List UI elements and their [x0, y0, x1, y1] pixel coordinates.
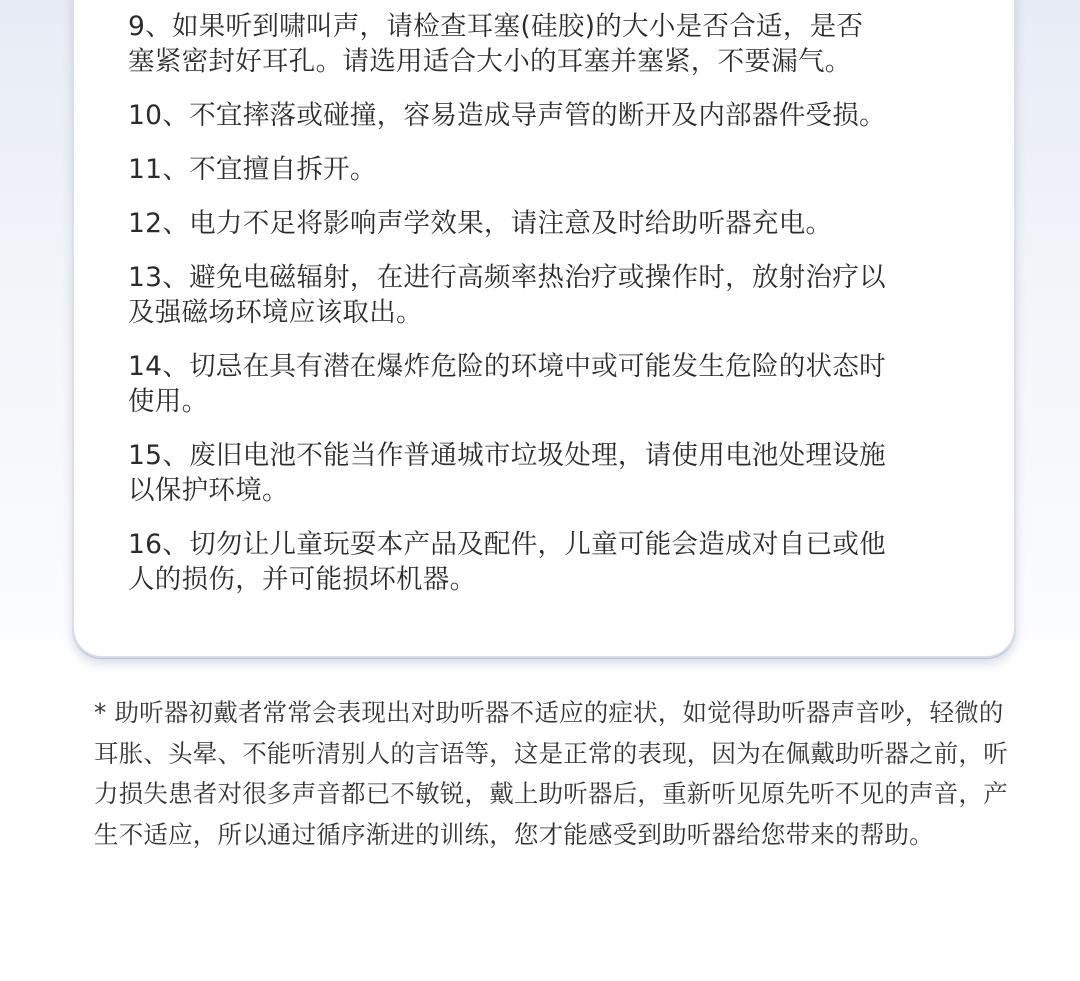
precaution-item-9: 9、如果听到啸叫声，请检查耳塞(硅胶)的大小是否合适，是否 塞紧密封好耳孔。请选用适合大小的耳塞并塞紧，不要漏气。 [128, 11, 864, 77]
precaution-item-13: 13、避免电磁辐射，在进行高频率热治疗或操作时，放射治疗以 及强磁场环境应该取出。 [128, 262, 886, 328]
precaution-item-11: 11、不宜擅自拆开。 [128, 154, 377, 185]
precautions-list [128, 9, 988, 616]
precaution-item-10: 10、不宜摔落或碰撞，容易造成导声管的断开及内部器件受损。 [128, 100, 886, 131]
adaptation-note: * 助听器初戴者常常会表现出对助听器不适应的症状，如觉得助听器声音吵，轻微的耳胀、头晕、不能听清别人的言语等，这是正常的表现，因为在佩戴助听器之前，听力损失患者对很多声音都已不敏锐，戴上助听器后，重新听见原先听不见的声音，产生不适应，所以通过循序渐进的训练，您才能感受到助听器给您带来的帮助。 [94, 698, 1008, 849]
precaution-item-16: 16、切勿让儿童玩耍本产品及配件，儿童可能会造成对自已或他 人的损伤，并可能损坏机器。 [128, 529, 886, 595]
precaution-item-14: 14、切忌在具有潜在爆炸危险的环境中或可能发生危险的状态时 使用。 [128, 351, 886, 417]
precaution-item-12: 12、电力不足将影响声学效果，请注意及时给助听器充电。 [128, 208, 833, 239]
precaution-item-15: 15、废旧电池不能当作普通城市垃圾处理，请使用电池处理设施 以保护环境。 [128, 440, 886, 506]
